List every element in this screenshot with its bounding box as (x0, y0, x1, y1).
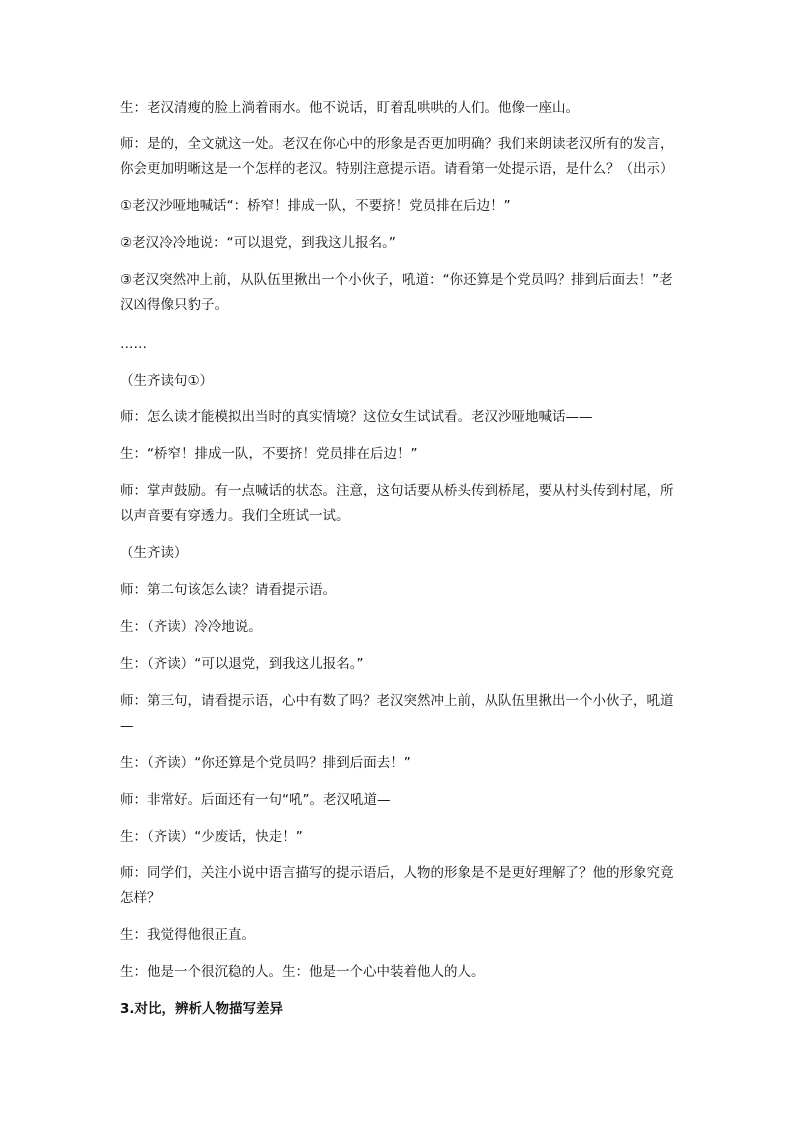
paragraph-6: …… (120, 336, 147, 352)
paragraph-14: 生：（齐读）“可以退党，到我这儿报名。” (120, 656, 364, 672)
paragraph-16: 生：（齐读）“你还算是个党员吗？排到后面去！” (120, 755, 411, 771)
paragraph-13: 生：（齐读）冷冷地说。 (120, 619, 262, 635)
paragraph-21: 生：他是一个很沉稳的人。生：他是一个心中装着他人的人。 (120, 964, 485, 980)
paragraph-7: （生齐读句①） (120, 373, 214, 389)
paragraph-2: 师：是的，全文就这一处。老汉在你心中的形象是否更加明确？我们来朗读老汉所有的发言，你会更加明晰这是一个怎样的老汉。特别注意提示语。请看第一处提示语，是什么？（出示） (120, 136, 674, 177)
paragraph-3: ①老汉沙哑地喊话“：桥窄！排成一队，不要挤！党员排在后边！” (120, 198, 511, 214)
paragraph-8: 师：怎么读才能模拟出当时的真实情境？这位女生试试看。老汉沙哑地喊话—— (120, 409, 593, 425)
paragraph-9: 生：“桥窄！排成一队，不要挤！党员排在后边！” (120, 446, 418, 462)
section-heading: 3.对比，辨析人物描写差异 (120, 1001, 284, 1017)
paragraph-18: 生：（齐读）“少废话，快走！” (120, 829, 303, 845)
paragraph-4: ②老汉冷冷地说：“可以退党，到我这儿报名。” (120, 235, 396, 251)
paragraph-17: 师：非常好。后面还有一句“吼”。老汉吼道— (120, 792, 391, 808)
paragraph-1: 生：老汉清瘦的脸上淌着雨水。他不说话，盯着乱哄哄的人们。他像一座山。 (120, 100, 579, 116)
paragraph-15: 师：第三句，请看提示语，心中有数了吗？老汉突然冲上前，从队伍里揪出一个小伙子，吼道— (120, 693, 674, 734)
paragraph-11: （生齐读） (120, 545, 188, 561)
paragraph-5: ③老汉突然冲上前，从队伍里揪出一个小伙子，吼道：“你还算是个党员吗？排到后面去！”老汉凶得像只豹子。 (120, 272, 673, 313)
paragraph-20: 生：我觉得他很正直。 (120, 927, 255, 943)
paragraph-10: 师：掌声鼓励。有一点喊话的状态。注意，这句话要从桥头传到桥尾，要从村头传到村尾，所以声音要有穿透力。我们全班试一试。 (120, 483, 674, 524)
paragraph-12: 师：第二句该怎么读？请看提示语。 (120, 582, 336, 598)
paragraph-19: 师：同学们，关注小说中语言描写的提示语后，人物的形象是不是更好理解了？他的形象究竟怎样？ (120, 865, 674, 906)
